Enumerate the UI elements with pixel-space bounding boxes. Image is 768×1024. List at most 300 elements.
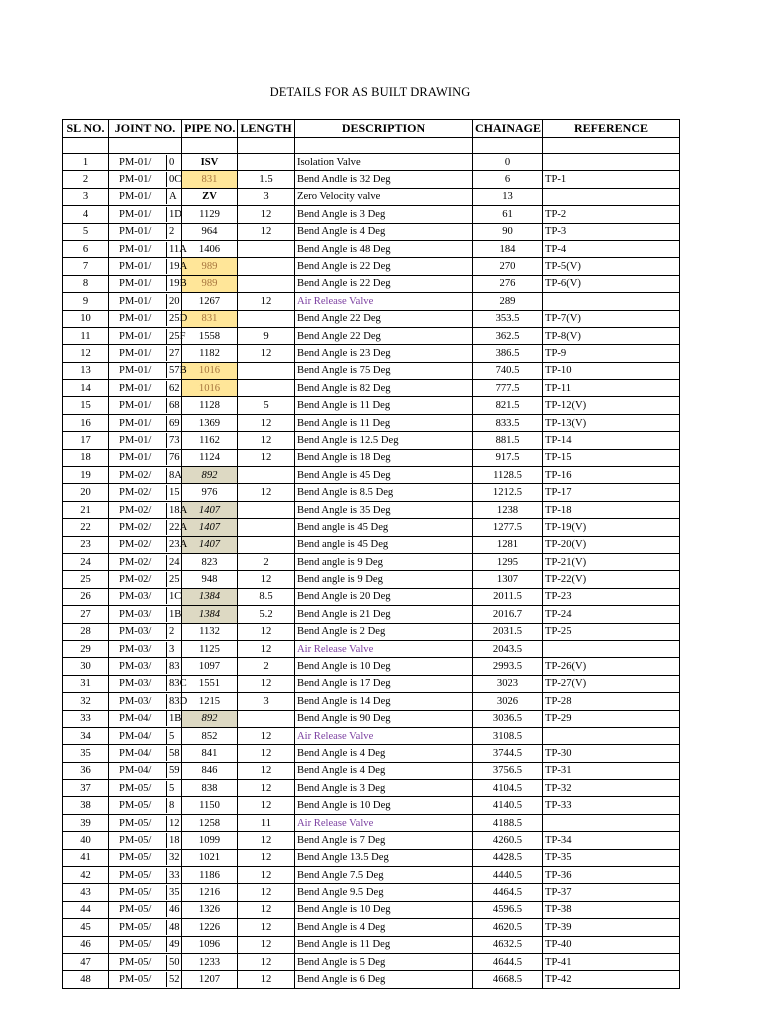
length-cell [238,154,295,171]
length-cell: 8.5 [238,588,295,605]
description-cell: Bend Angle is 10 Deg [295,901,473,918]
joint-prefix: PM-02/ [111,503,167,518]
joint-prefix: PM-01/ [111,259,167,274]
joint-no-cell [109,693,188,710]
joint-no-cell [109,223,182,240]
description-cell: Air Release Valve [295,640,473,657]
joint-no-cell [109,240,187,257]
table-row [63,971,680,988]
reference-cell: TP-23 [543,588,680,605]
reference-cell: TP-32 [543,780,680,797]
sl-no-cell: 32 [63,693,109,710]
table-row [63,658,680,675]
joint-suffix: 76 [169,452,180,464]
table-row [63,414,680,431]
chainage-cell: 4104.5 [473,780,543,797]
joint-no-cell [109,501,188,518]
joint-no-cell [109,449,182,466]
pipe-no-cell: 1016 [182,380,238,397]
sl-no-cell: 7 [63,258,109,275]
header-description: DESCRIPTION [295,120,473,138]
reference-cell: TP-11 [543,380,680,397]
length-cell: 12 [238,884,295,901]
joint-prefix: PM-05/ [111,833,167,848]
reference-cell: TP-27(V) [543,675,680,692]
reference-cell: TP-17 [543,484,680,501]
joint-prefix: PM-01/ [111,416,167,431]
reference-cell: TP-24 [543,606,680,623]
chainage-cell: 3108.5 [473,727,543,744]
table-row [63,727,680,744]
pipe-no-cell: 1406 [182,240,238,257]
length-cell [238,275,295,292]
chainage-cell: 4440.5 [473,867,543,884]
joint-prefix: PM-04/ [111,763,167,778]
joint-prefix: PM-02/ [111,520,167,535]
joint-prefix: PM-01/ [111,398,167,413]
table-row [63,901,680,918]
length-cell: 1.5 [238,171,295,188]
joint-suffix: 19B [169,278,187,290]
joint-no-cell [109,953,182,970]
table-row [63,640,680,657]
joint-suffix: 18A [169,504,188,516]
description-cell: Bend Angle is 20 Deg [295,588,473,605]
pipe-no-cell: 1207 [182,971,238,988]
joint-no-cell [109,745,182,762]
reference-cell: TP-10 [543,362,680,379]
description-cell: Zero Velocity valve [295,188,473,205]
length-cell: 12 [238,449,295,466]
joint-prefix: PM-01/ [111,329,167,344]
joint-no-cell [109,936,182,953]
table-row [63,449,680,466]
length-cell: 3 [238,188,295,205]
joint-prefix: PM-05/ [111,955,167,970]
length-cell: 12 [238,953,295,970]
chainage-cell: 1128.5 [473,467,543,484]
pipe-no-cell: ISV [182,154,238,171]
table-row [63,484,680,501]
sl-no-cell: 10 [63,310,109,327]
joint-no-cell [109,606,182,623]
length-cell: 12 [238,919,295,936]
sl-no-cell: 3 [63,188,109,205]
joint-prefix: PM-02/ [111,468,167,483]
joint-no-cell [109,640,182,657]
header-row [63,120,680,138]
table-row [63,849,680,866]
reference-cell: TP-2 [543,206,680,223]
chainage-cell: 3036.5 [473,710,543,727]
joint-suffix: 25 [169,574,180,586]
table-row [63,310,680,327]
sl-no-cell: 20 [63,484,109,501]
joint-no-cell [109,832,182,849]
chainage-cell: 4596.5 [473,901,543,918]
chainage-cell: 270 [473,258,543,275]
chainage-cell: 2043.5 [473,640,543,657]
reference-cell: TP-35 [543,849,680,866]
table-row [63,745,680,762]
description-cell: Bend Angle 7.5 Deg [295,867,473,884]
sl-no-cell: 18 [63,449,109,466]
sl-no-cell: 13 [63,362,109,379]
joint-no-cell [109,727,182,744]
description-cell: Air Release Valve [295,727,473,744]
chainage-cell: 4260.5 [473,832,543,849]
pipe-no-cell: 1150 [182,797,238,814]
joint-prefix: PM-04/ [111,746,167,761]
chainage-cell: 1238 [473,501,543,518]
description-cell: Bend Angle is 22 Deg [295,275,473,292]
joint-suffix: A [169,191,177,203]
chainage-cell: 3026 [473,693,543,710]
length-cell [238,519,295,536]
joint-suffix: 57B [169,365,187,377]
joint-prefix: PM-02/ [111,555,167,570]
pipe-no-cell: 1162 [182,432,238,449]
joint-suffix: 19A [169,261,188,273]
reference-cell: TP-25 [543,623,680,640]
joint-prefix: PM-02/ [111,485,167,500]
joint-suffix: 58 [169,747,180,759]
joint-prefix: PM-05/ [111,798,167,813]
reference-cell: TP-3 [543,223,680,240]
joint-no-cell [109,171,182,188]
table-row [63,710,680,727]
joint-no-cell [109,971,182,988]
sl-no-cell: 16 [63,414,109,431]
length-cell [238,710,295,727]
joint-suffix: 68 [169,400,180,412]
blank-cell [63,138,109,154]
joint-suffix: 32 [169,852,180,864]
joint-no-cell [109,797,182,814]
sl-no-cell: 17 [63,432,109,449]
table-row [63,345,680,362]
description-cell: Bend Angle is 82 Deg [295,380,473,397]
reference-cell: TP-42 [543,971,680,988]
table-row [63,780,680,797]
chainage-cell: 3023 [473,675,543,692]
sl-no-cell: 34 [63,727,109,744]
pipe-no-cell: 1407 [182,519,238,536]
sl-no-cell: 36 [63,762,109,779]
sl-no-cell: 22 [63,519,109,536]
length-cell: 12 [238,797,295,814]
description-cell: Bend Angle is 10 Deg [295,797,473,814]
length-cell: 5 [238,397,295,414]
length-cell: 12 [238,832,295,849]
pipe-no-cell: 976 [182,484,238,501]
table-row [63,223,680,240]
table-row [63,397,680,414]
pipe-no-cell: 1021 [182,849,238,866]
header-chainage: CHAINAGE [473,120,543,138]
joint-prefix: PM-05/ [111,885,167,900]
length-cell: 12 [238,971,295,988]
length-cell: 3 [238,693,295,710]
length-cell: 12 [238,293,295,310]
reference-cell: TP-28 [543,693,680,710]
joint-no-cell [109,658,182,675]
length-cell: 12 [238,640,295,657]
chainage-cell: 4632.5 [473,936,543,953]
length-cell: 12 [238,675,295,692]
pipe-no-cell: 831 [182,310,238,327]
description-cell: Isolation Valve [295,154,473,171]
pipe-no-cell: 948 [182,571,238,588]
joint-no-cell [109,814,182,831]
joint-no-cell [109,154,182,171]
pipe-no-cell: 1215 [182,693,238,710]
table-row [63,832,680,849]
joint-prefix: PM-02/ [111,537,167,552]
joint-suffix: 83D [169,695,188,707]
table-row [63,553,680,570]
joint-prefix: PM-01/ [111,381,167,396]
joint-prefix: PM-04/ [111,711,167,726]
pipe-no-cell: 1407 [182,501,238,518]
description-cell: Bend Angle is 75 Deg [295,362,473,379]
pipe-no-cell: 1558 [182,327,238,344]
chainage-cell: 2011.5 [473,588,543,605]
joint-no-cell [109,397,182,414]
reference-cell: TP-41 [543,953,680,970]
length-cell: 12 [238,867,295,884]
joint-prefix: PM-05/ [111,972,167,987]
pipe-no-cell: 1384 [182,606,238,623]
description-cell: Bend Angle is 35 Deg [295,501,473,518]
joint-prefix: PM-01/ [111,172,167,187]
chainage-cell: 2993.5 [473,658,543,675]
joint-suffix: 1C [169,591,182,603]
sl-no-cell: 5 [63,223,109,240]
joint-suffix: 48 [169,921,180,933]
joint-prefix: PM-01/ [111,363,167,378]
joint-no-cell [109,414,182,431]
reference-cell: TP-14 [543,432,680,449]
table-row [63,519,680,536]
reference-cell: TP-40 [543,936,680,953]
joint-suffix: 3 [169,643,175,655]
joint-no-cell [109,623,182,640]
joint-suffix: 2 [169,226,175,238]
description-cell: Bend Angle 22 Deg [295,310,473,327]
joint-suffix: 12 [169,817,180,829]
reference-cell: TP-1 [543,171,680,188]
joint-prefix: PM-01/ [111,155,167,170]
description-cell: Bend angle is 9 Deg [295,571,473,588]
joint-suffix: 0C [169,174,182,186]
description-cell: Bend Angle is 4 Deg [295,223,473,240]
joint-no-cell [109,484,182,501]
joint-prefix: PM-01/ [111,294,167,309]
joint-suffix: 62 [169,382,180,394]
table-row [63,814,680,831]
chainage-cell: 3744.5 [473,745,543,762]
sl-no-cell: 45 [63,919,109,936]
pipe-no-cell: 1326 [182,901,238,918]
joint-suffix: 8 [169,800,175,812]
sl-no-cell: 48 [63,971,109,988]
chainage-cell: 2016.7 [473,606,543,623]
reference-cell [543,154,680,171]
chainage-cell: 13 [473,188,543,205]
reference-cell: TP-39 [543,919,680,936]
joint-prefix: PM-03/ [111,694,167,709]
pipe-no-cell: 1551 [182,675,238,692]
joint-prefix: PM-04/ [111,729,167,744]
joint-suffix: 25D [169,313,188,325]
chainage-cell: 386.5 [473,345,543,362]
pipe-no-cell: 1096 [182,936,238,953]
pipe-no-cell: 892 [182,467,238,484]
joint-prefix: PM-03/ [111,642,167,657]
description-cell: Bend Angle is 17 Deg [295,675,473,692]
table-row [63,380,680,397]
table-row [63,953,680,970]
sl-no-cell: 33 [63,710,109,727]
pipe-no-cell: 1267 [182,293,238,310]
length-cell: 12 [238,727,295,744]
length-cell [238,536,295,553]
reference-cell: TP-13(V) [543,414,680,431]
joint-prefix: PM-03/ [111,589,167,604]
joint-no-cell [109,780,182,797]
sl-no-cell: 37 [63,780,109,797]
pipe-no-cell: 823 [182,553,238,570]
table-row [63,623,680,640]
chainage-cell: 1212.5 [473,484,543,501]
reference-cell [543,727,680,744]
sl-no-cell: 47 [63,953,109,970]
pipe-no-cell: 1129 [182,206,238,223]
joint-suffix: 83 [169,661,180,673]
reference-cell: TP-15 [543,449,680,466]
joint-prefix: PM-01/ [111,207,167,222]
reference-cell: TP-31 [543,762,680,779]
chainage-cell: 4620.5 [473,919,543,936]
reference-cell: TP-34 [543,832,680,849]
chainage-cell: 1307 [473,571,543,588]
pipe-no-cell: 838 [182,780,238,797]
description-cell: Bend Angle is 4 Deg [295,762,473,779]
sl-no-cell: 41 [63,849,109,866]
sl-no-cell: 21 [63,501,109,518]
joint-no-cell [109,901,182,918]
pipe-no-cell: ZV [182,188,238,205]
joint-prefix: PM-05/ [111,902,167,917]
description-cell: Bend angle is 9 Deg [295,553,473,570]
sl-no-cell: 9 [63,293,109,310]
sl-no-cell: 11 [63,327,109,344]
sl-no-cell: 14 [63,380,109,397]
joint-prefix: PM-01/ [111,242,167,257]
sl-no-cell: 23 [63,536,109,553]
pipe-no-cell: 1016 [182,362,238,379]
table-row [63,432,680,449]
joint-suffix: 33 [169,869,180,881]
joint-no-cell [109,571,182,588]
table-row [63,536,680,553]
table-row [63,467,680,484]
length-cell: 9 [238,327,295,344]
table-row [63,919,680,936]
sl-no-cell: 24 [63,553,109,570]
joint-prefix: PM-05/ [111,868,167,883]
header-pipe-no: PIPE NO. [182,120,238,138]
joint-prefix: PM-01/ [111,450,167,465]
joint-no-cell [109,710,182,727]
joint-suffix: 24 [169,556,180,568]
joint-suffix: 46 [169,904,180,916]
length-cell: 12 [238,849,295,866]
reference-cell [543,293,680,310]
description-cell: Bend Angle is 7 Deg [295,832,473,849]
description-cell: Bend Angle is 4 Deg [295,919,473,936]
joint-suffix: 1B [169,608,182,620]
chainage-cell: 4464.5 [473,884,543,901]
joint-no-cell [109,675,187,692]
reference-cell: TP-30 [543,745,680,762]
sl-no-cell: 29 [63,640,109,657]
chainage-cell: 4668.5 [473,971,543,988]
length-cell: 12 [238,223,295,240]
table-row [63,154,680,171]
reference-cell [543,640,680,657]
length-cell: 12 [238,345,295,362]
joint-prefix: PM-05/ [111,920,167,935]
reference-cell: TP-12(V) [543,397,680,414]
length-cell [238,380,295,397]
joint-no-cell [109,206,182,223]
joint-prefix: PM-02/ [111,572,167,587]
chainage-cell: 2031.5 [473,623,543,640]
chainage-cell: 276 [473,275,543,292]
sl-no-cell: 25 [63,571,109,588]
reference-cell: TP-26(V) [543,658,680,675]
reference-cell: TP-22(V) [543,571,680,588]
description-cell: Bend Angle is 2 Deg [295,623,473,640]
joint-prefix: PM-01/ [111,224,167,239]
chainage-cell: 4428.5 [473,849,543,866]
joint-no-cell [109,467,182,484]
sl-no-cell: 31 [63,675,109,692]
table-body [63,154,680,989]
table-row [63,797,680,814]
reference-cell: TP-38 [543,901,680,918]
length-cell: 12 [238,484,295,501]
joint-suffix: 2 [169,626,175,638]
joint-prefix: PM-03/ [111,659,167,674]
table-row [63,588,680,605]
joint-suffix: 11A [169,243,187,255]
length-cell: 12 [238,414,295,431]
joint-suffix: 8A [169,469,182,481]
as-built-table [62,119,680,989]
description-cell: Bend Angle 22 Deg [295,327,473,344]
joint-prefix: PM-05/ [111,850,167,865]
table-row [63,188,680,205]
table-row [63,693,680,710]
joint-suffix: 1D [169,208,182,220]
reference-cell: TP-18 [543,501,680,518]
joint-no-cell [109,432,182,449]
table-row [63,362,680,379]
chainage-cell: 353.5 [473,310,543,327]
